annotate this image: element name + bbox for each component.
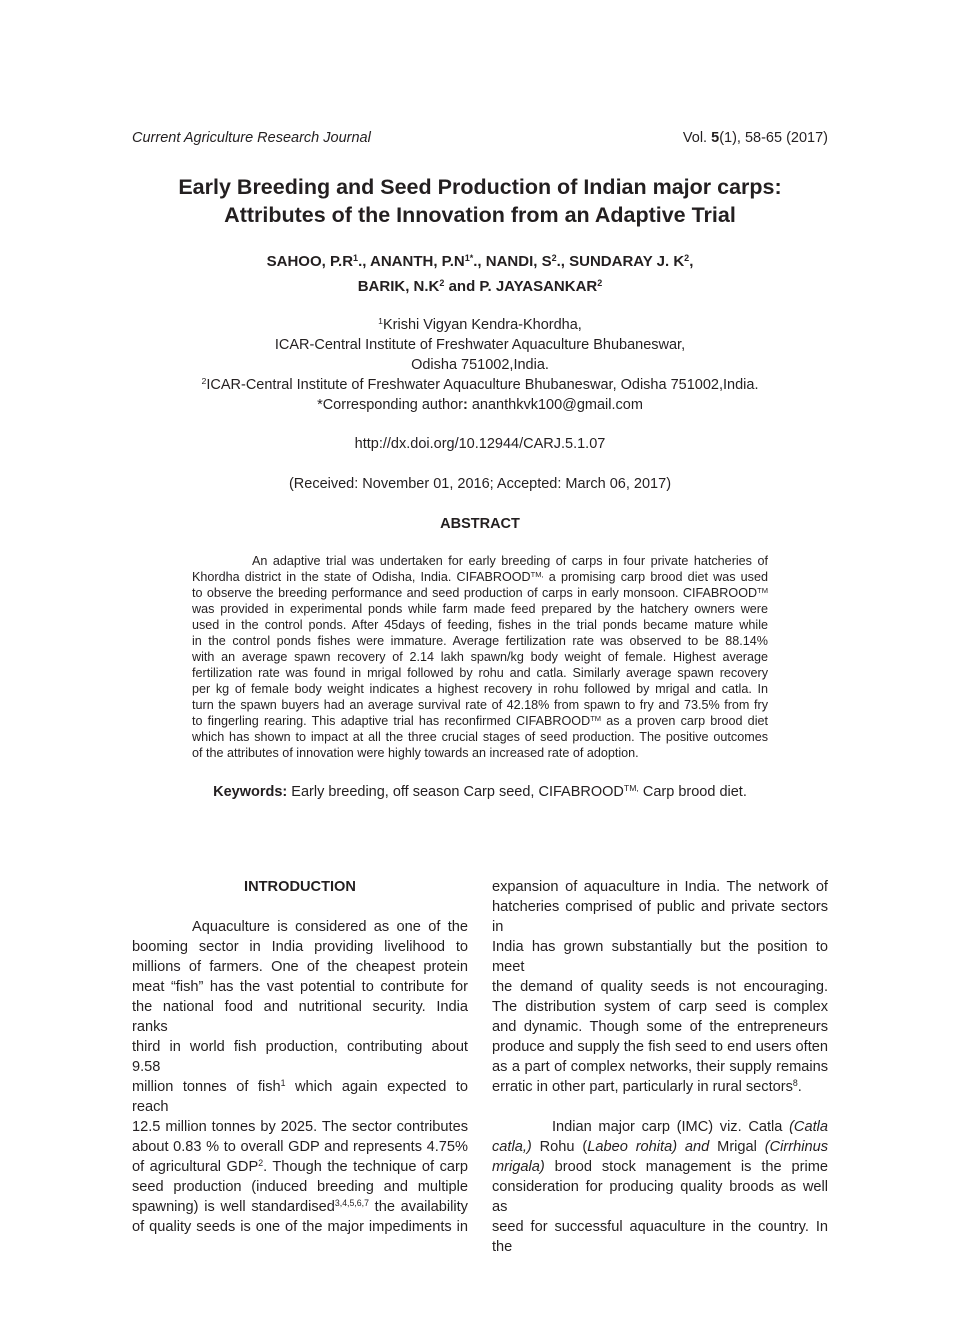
text-line bbox=[0, 201, 960, 229]
text-line bbox=[132, 1117, 468, 1137]
text-segment: 5 bbox=[711, 130, 720, 146]
section-heading bbox=[132, 877, 468, 897]
text-segment: the availability bbox=[368, 1199, 468, 1215]
superscript: 3,4,5,6,7 bbox=[334, 1198, 369, 1209]
text-line bbox=[492, 1177, 828, 1217]
text-line bbox=[192, 681, 768, 697]
text-segment: (Catla bbox=[789, 1119, 828, 1135]
text-segment: of the attributes of innovation were highly towards an increased rate of adoption. bbox=[192, 746, 639, 760]
superscript: 2 bbox=[551, 253, 557, 264]
text-line bbox=[492, 1037, 828, 1057]
text-line bbox=[192, 585, 768, 601]
text-segment: ., SUNDARAY J. K bbox=[556, 253, 685, 270]
text-segment: SAHOO, P.R bbox=[266, 253, 354, 270]
text-segment: millions of farmers. One of the cheapest protein bbox=[132, 959, 468, 975]
text-segment: used in the control ponds. After 45days of feeding, fishes in the trial ponds became mature while bbox=[192, 618, 768, 632]
text-segment: ., ANANTH, P.N bbox=[358, 253, 465, 270]
text-line bbox=[492, 1217, 828, 1257]
superscript: 1 bbox=[353, 253, 359, 264]
text-line bbox=[492, 1077, 828, 1097]
text-segment: Early Breeding and Seed Production of Indian major carps: bbox=[178, 175, 782, 199]
text-line bbox=[492, 1097, 828, 1117]
text-line bbox=[132, 897, 468, 917]
text-line bbox=[132, 917, 468, 937]
text-line bbox=[492, 1017, 828, 1037]
abstract-heading: ABSTRACT bbox=[440, 516, 520, 532]
text-line bbox=[0, 274, 960, 299]
text-line bbox=[492, 977, 828, 997]
superscript: TM, bbox=[530, 569, 544, 579]
text-segment: Early breeding, off season Carp seed, CIFABROOD bbox=[287, 784, 624, 800]
text-line bbox=[132, 1157, 468, 1177]
text-line bbox=[192, 745, 768, 761]
text-line bbox=[192, 569, 768, 585]
text-line bbox=[132, 957, 468, 977]
text-segment: to fingerling rearing. This adaptive trial has reconfirmed CIFABROOD bbox=[192, 714, 591, 728]
text-segment: ., NANDI, S bbox=[473, 253, 552, 270]
text-segment: seed production (induced breeding and multiple bbox=[132, 1179, 468, 1195]
affiliations bbox=[0, 315, 960, 415]
text-segment: consideration for producing quality broods as well as bbox=[492, 1179, 828, 1215]
text-segment: hatcheries comprised of public and private sectors in bbox=[492, 899, 828, 935]
authors bbox=[0, 249, 960, 299]
text-line bbox=[192, 697, 768, 713]
text-segment: India has grown substantially but the position to meet bbox=[492, 939, 828, 975]
text-segment: Keywords: bbox=[213, 784, 288, 800]
text-segment: Labeo rohita) and bbox=[587, 1139, 710, 1155]
text-segment: BARIK, N.K bbox=[357, 278, 440, 295]
text-line bbox=[492, 1117, 828, 1137]
text-segment: Attributes of the Innovation from an Adaptive Trial bbox=[224, 203, 736, 227]
text-line bbox=[132, 1037, 468, 1077]
text-segment: (1), 58-65 (2017) bbox=[719, 130, 828, 146]
text-segment: , bbox=[689, 253, 694, 270]
text-line bbox=[132, 1217, 468, 1237]
superscript: TM bbox=[757, 585, 768, 595]
text-line bbox=[192, 713, 768, 729]
doi-link[interactable]: http://dx.doi.org/10.12944/CARJ.5.1.07 bbox=[354, 436, 606, 452]
text-line bbox=[192, 729, 768, 745]
text-line bbox=[492, 1057, 828, 1077]
text-line bbox=[132, 1137, 468, 1157]
text-segment: ananthkvk100@gmail.com bbox=[467, 397, 643, 413]
text-segment: The distribution system of carp seed is complex bbox=[492, 999, 828, 1015]
text-line bbox=[492, 1137, 828, 1157]
text-line bbox=[0, 315, 960, 335]
text-line bbox=[0, 173, 960, 201]
superscript: 1* bbox=[464, 253, 474, 264]
text-segment: INTRODUCTION bbox=[244, 879, 356, 895]
journal-name: Current Agriculture Research Journal bbox=[132, 130, 371, 146]
text-segment: *Corresponding author bbox=[317, 397, 463, 413]
text-segment: was provided in experimental ponds while farm made feed prepared by the hatchery owners were bbox=[192, 602, 768, 616]
text-segment: spawning) is well standardised bbox=[132, 1199, 335, 1215]
text-line bbox=[192, 601, 768, 617]
text-segment: in the control ponds fishes were immature. Average fertilization rate was observed to be 88.14% bbox=[192, 634, 768, 648]
superscript: TM, bbox=[623, 783, 639, 794]
text-line bbox=[132, 1077, 468, 1117]
text-segment: expansion of aquaculture in India. The network of bbox=[492, 879, 828, 895]
text-segment: Aquaculture is considered as one of the bbox=[192, 919, 468, 935]
text-line bbox=[683, 130, 828, 146]
text-line bbox=[132, 937, 468, 957]
text-line bbox=[0, 395, 960, 415]
text-segment: as a part of complex networks, their supply remains bbox=[492, 1059, 828, 1075]
text-line bbox=[0, 355, 960, 375]
text-segment: Indian major carp (IMC) viz. Catla bbox=[552, 1119, 790, 1135]
text-segment: booming sector in India providing livelihood to bbox=[132, 939, 468, 955]
text-segment: million tonnes of fish bbox=[132, 1079, 281, 1095]
text-segment: . Though the technique of carp bbox=[263, 1159, 468, 1175]
text-line bbox=[132, 1197, 468, 1217]
text-segment: Rohu ( bbox=[531, 1139, 588, 1155]
text-line bbox=[192, 649, 768, 665]
text-line bbox=[0, 784, 960, 800]
text-line bbox=[492, 1157, 828, 1177]
text-line bbox=[492, 877, 828, 897]
text-line bbox=[132, 977, 468, 997]
text-segment: the demand of quality seeds is not encouraging. bbox=[492, 979, 828, 995]
text-segment: brood stock management is the prime bbox=[544, 1159, 828, 1175]
superscript: 1 bbox=[378, 316, 383, 327]
text-segment: per kg of female body weight indicates a highest recovery in rohu followed by mrigal and catla. In bbox=[192, 682, 768, 696]
superscript: 2 bbox=[439, 278, 445, 289]
text-segment: of agricultural GDP bbox=[132, 1159, 259, 1175]
text-segment: Krishi Vigyan Kendra-Khordha, bbox=[383, 317, 582, 333]
text-segment: which has shown to impact at all the three crucial stages of seed production. The positive outcomes bbox=[192, 730, 768, 744]
text-segment: Vol. bbox=[682, 130, 712, 146]
text-segment: mrigala) bbox=[492, 1159, 545, 1175]
received-dates: (Received: November 01, 2016; Accepted: March 06, 2017) bbox=[288, 476, 672, 492]
text-segment: a promising carp brood diet was used bbox=[543, 570, 768, 584]
text-segment: to observe the breeding performance and seed production of carps in early monsoon. CIFABROOD bbox=[192, 586, 758, 600]
text-segment: : bbox=[462, 397, 468, 413]
abstract-text bbox=[192, 553, 768, 761]
text-segment: of quality seeds is one of the major impediments in bbox=[132, 1219, 468, 1235]
text-segment: (Cirrhinus bbox=[764, 1139, 829, 1155]
volume-info bbox=[683, 130, 828, 146]
text-segment: with an average spawn recovery of 2.14 lakh spawn/kg body weight of female. Highest average bbox=[192, 650, 768, 664]
text-segment: Khordha district in the state of Odisha, India. CIFABROOD bbox=[192, 570, 531, 584]
text-segment: erratic in other part, particularly in rural sectors bbox=[492, 1079, 793, 1095]
text-line bbox=[192, 553, 768, 569]
text-line bbox=[0, 335, 960, 355]
text-line bbox=[0, 249, 960, 274]
text-line bbox=[0, 375, 960, 395]
superscript: TM bbox=[590, 713, 602, 723]
text-segment: third in world fish production, contributing about 9.58 bbox=[132, 1039, 468, 1075]
text-line bbox=[132, 997, 468, 1037]
text-segment: ICAR-Central Institute of Freshwater Aquaculture Bhubaneswar, Odisha 751002,India. bbox=[206, 377, 759, 393]
text-segment: Carp brood diet. bbox=[638, 784, 747, 800]
text-segment: Mrigal bbox=[709, 1139, 765, 1155]
text-segment: An adaptive trial was undertaken for early breeding of carps in four private hatcheries of bbox=[252, 554, 768, 568]
text-line bbox=[192, 665, 768, 681]
text-segment: and P. JAYASANKAR bbox=[444, 278, 598, 295]
text-segment: 12.5 million tonnes by 2025. The sector contributes bbox=[132, 1119, 468, 1135]
text-line bbox=[192, 617, 768, 633]
right-column bbox=[492, 877, 828, 1257]
text-segment: which again expected to reach bbox=[132, 1079, 468, 1115]
text-line bbox=[492, 997, 828, 1017]
text-line bbox=[492, 897, 828, 937]
paper-title bbox=[0, 173, 960, 229]
text-line bbox=[192, 633, 768, 649]
text-segment: . bbox=[797, 1079, 802, 1095]
text-segment: ICAR-Central Institute of Freshwater Aquaculture Bhubaneswar, bbox=[274, 337, 686, 353]
text-segment: fertilization rate was found in mrigal followed by rohu and catla. Similarly average spawn recovery bbox=[192, 666, 768, 680]
text-segment: as a proven carp brood diet bbox=[601, 714, 768, 728]
text-segment: the national food and nutritional security. India ranks bbox=[132, 999, 468, 1035]
superscript: 2 bbox=[201, 376, 207, 387]
text-line bbox=[132, 1177, 468, 1197]
superscript: 8 bbox=[792, 1078, 798, 1089]
text-segment: turn the spawn buyers had an average survival rate of 42.18% from spawn to fry and 73.5% from fry bbox=[192, 698, 768, 712]
text-segment: produce and supply the fish seed to end users often bbox=[492, 1039, 828, 1055]
text-segment: Odisha 751002,India. bbox=[411, 357, 549, 373]
text-segment: and dynamic. Though some of the entrepreneurs bbox=[492, 1019, 828, 1035]
text-segment: catla,) bbox=[492, 1139, 532, 1155]
text-line bbox=[492, 937, 828, 977]
text-segment: about 0.83 % to overall GDP and represents 4.75% bbox=[132, 1139, 468, 1155]
keywords bbox=[0, 784, 960, 800]
superscript: 1 bbox=[280, 1078, 286, 1089]
text-segment: meat “fish” has the vast potential to contribute for bbox=[132, 979, 468, 995]
text-segment: seed for successful aquaculture in the country. In the bbox=[492, 1219, 828, 1255]
superscript: 2 bbox=[258, 1158, 264, 1169]
superscript: 2 bbox=[597, 278, 603, 289]
superscript: 2 bbox=[684, 253, 690, 264]
left-column bbox=[132, 877, 468, 1237]
